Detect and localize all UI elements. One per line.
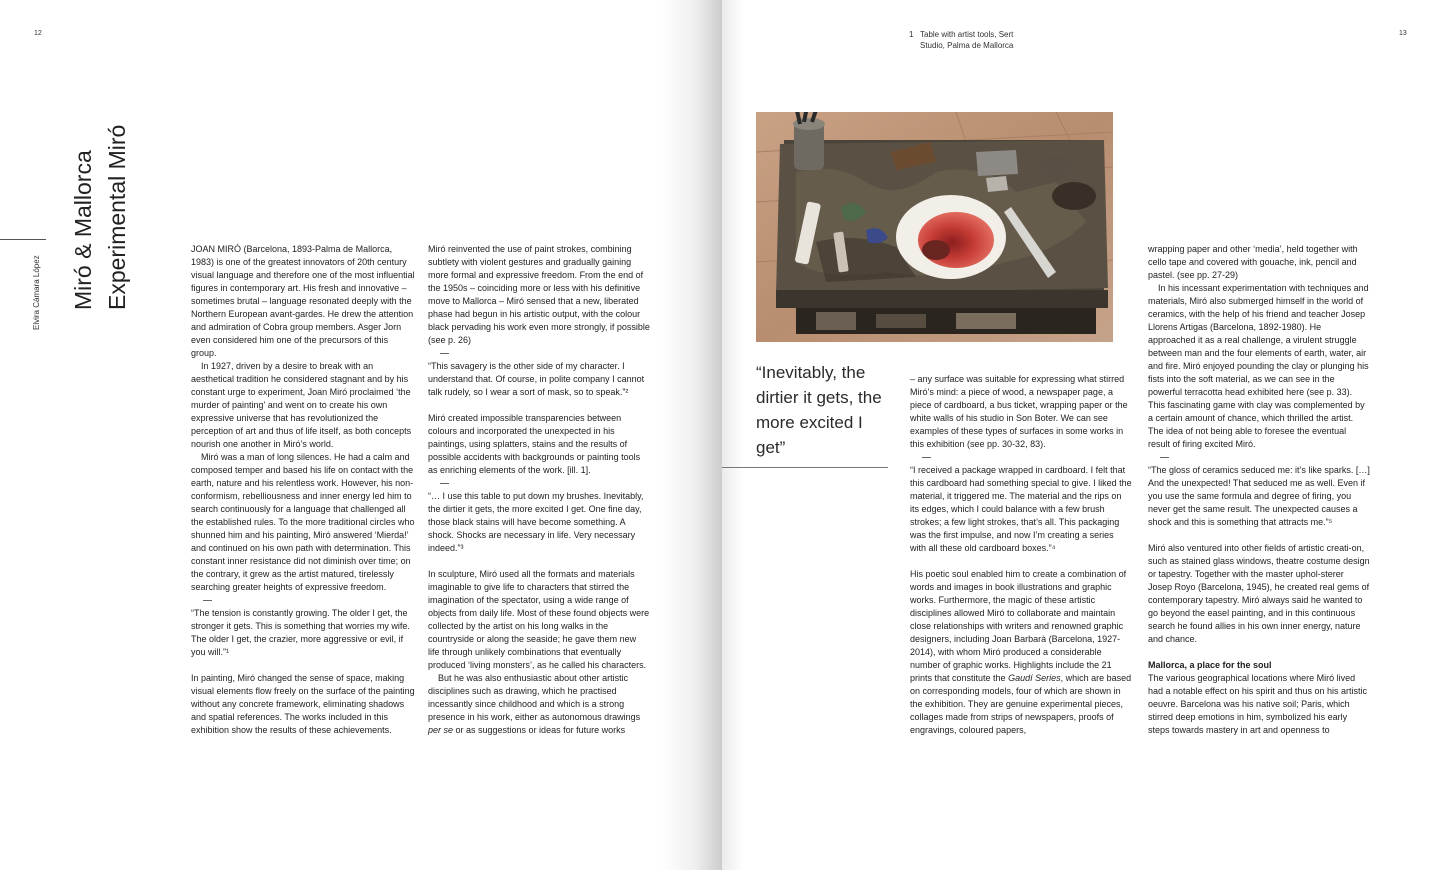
paint-blob — [922, 240, 950, 260]
page-number-left: 12 — [34, 30, 42, 37]
spacer — [428, 555, 650, 568]
dark-lid — [1040, 156, 1072, 178]
quote-paragraph: “The gloss of ceramics seduced me: it’s like sparks. […] And the unexpected! That seduced me as well. Even if you use the same formula and degree of firing, you never get the same result. The unexpected causes a shock and this is something that attracts me.”⁵ — [1148, 465, 1370, 527]
spacer — [428, 399, 650, 412]
chapter-title — [66, 110, 136, 310]
paragraph — [428, 672, 650, 737]
quote-divider — [203, 600, 212, 601]
title-line-1: Miró & Mallorca — [70, 150, 96, 310]
tube-cluster-accent — [986, 176, 1008, 192]
paragraph: In sculpture, Miró used all the formats and materials imaginable to give life to characters that stirred the imagination of the spectator, using a wide range of objects from daily life. Most of these found objects were collected by the artist on his long walks in the countryside or along the seaside; he gave them new life through unlikely combinations that eventually produced ‘living monsters’, as he called his characters. — [428, 569, 650, 670]
paint-on-plate — [918, 212, 994, 268]
shelf-item-3 — [956, 313, 1016, 329]
text-column-3 — [910, 373, 1132, 737]
quote-divider — [922, 457, 931, 458]
paragraph: – any surface was suitable for expressing what stirred Miró’s mind: a piece of wood, a newspaper page, a piece of cardboard, a bus ticket, wrapping paper or the white walls of his studio in Son Boter. We can see examples of these types of surfaces in some works in this exhibition (see pp. 30-32, 83). — [910, 374, 1128, 449]
caption-number: 1 — [909, 30, 914, 39]
text-column-4 — [1148, 243, 1370, 737]
table-front — [776, 290, 1108, 308]
title-line-2: Experimental Miró — [104, 124, 130, 310]
text-run: , which are based on corresponding models, four of which are shown in the exhibition. They are genuine experimental pieces, collages made from strips of newspapers, proofs of engravings, coloured papers, — [910, 673, 1132, 735]
spacer — [910, 555, 1132, 568]
author-text: Elvira Cámara López — [32, 255, 41, 330]
paragraph: Miró reinvented the use of paint strokes, combining subtlety with violent gestures and gradually gaining more formal and expressive freedom. From the end of the 1950s – coinciding more or less with his definitive move to Mallorca – Miró sensed that a new, liberated phase had begun in his artistic output, with the colour black pervading his work even more strongly, if possible (see p. 26) — [428, 244, 650, 345]
caption-text: Table with artist tools, Sert Studio, Palma de Mallorca — [920, 30, 1014, 50]
paragraph: Miró was a man of long silences. He had a calm and composed temper and based his life on contact with the earth, nature and his relentless work. However, his non-conformism, rebelliousness and inner energy led him to search continuously for a language that challenged all the established rules. To the more traditional circles who shunned him and his painting, Miró answered ‘Mierda!’ and continued on his own path with determination. This constant inner resistance did not diminish over time; on the contrary, it grew as the artist matured, tirelessly searching greater heights of expressive freedom. — [191, 452, 415, 592]
paragraph: Miró also ventured into other fields of artistic creati-on, such as stained glass windows, theatre costume design or tapestry. Together with the master uphol-sterer Josep Royo (Barcelona, 1945), he created real gems of contemporary tapestry. Miró always said he wanted to go beyond the easel painting, and in this continuous search he found allies in his own inner energy, nature and chance. — [1148, 543, 1370, 644]
italic-run: Gaudí Series — [1008, 673, 1061, 683]
quote-divider — [440, 353, 449, 354]
gutter-shadow-right — [722, 0, 744, 870]
quote-divider — [1160, 457, 1169, 458]
page-number-right: 13 — [1399, 30, 1407, 37]
shelf-item-1 — [816, 312, 856, 330]
paragraph: JOAN MIRÓ (Barcelona, 1893-Palma de Mallorca, 1983) is one of the greatest innovators of 20th century visual language and therefore one of the most influential figures in contemporary art. His fresh and innovative – sometimes brutal – language resonated deeply with the Northern European avant-gardes. He drew the attention and admiration of Cobra group members. Asger Jorn even considered him one of the precursors of this group. — [191, 244, 415, 358]
quote-paragraph: “The tension is constantly growing. The older I get, the stronger it gets. This is something that worries my wife. The older I get, the crazier, more aggressive or evil, if you will.”¹ — [191, 608, 410, 657]
quote-paragraph: “… I use this table to put down my brushes. Inevitably, the dirtier it gets, the more excited I get. One fine day, those black stains will have become something. A shock. Shocks are necessary in life. Very necessary indeed.”³ — [428, 491, 644, 553]
spacer — [1148, 646, 1370, 659]
spacer — [191, 659, 415, 672]
gutter-shadow — [660, 0, 722, 870]
paragraph: In painting, Miró changed the sense of space, making visual elements flow freely on the surface of the painting without any concrete framework, eliminating shadows and spatial references. The works included in this exhibition show the results of these achievements. — [191, 673, 415, 735]
tubes-cluster — [976, 150, 1018, 176]
quote-paragraph: “This savagery is the other side of my character. I understand that. Of course, in polite company I cannot talk rudely, so I wear a sort of mask, so to speak.”² — [428, 361, 645, 397]
text-run: But he was also enthusiastic about other artistic disciplines such as drawing, which he practised incessantly since childhood and which is a strong presence in his work, either as autonomous drawings — [428, 673, 641, 722]
photo-caption — [909, 29, 1029, 51]
shelf-item-2 — [876, 314, 926, 328]
paragraph — [910, 568, 1132, 737]
section-subheading: Mallorca, a place for the soul — [1148, 660, 1272, 670]
quote-divider — [440, 483, 449, 484]
pull-quote: “Inevitably, the dirtier it gets, the more excited I get” — [756, 363, 882, 457]
spacer — [1148, 529, 1370, 542]
paragraph: In his incessant experimentation with techniques and materials, Miró also submerged himself in the world of ceramics, with the help of his friend and teacher Josep Llorens Artigas (Barcelona, 1892-1980). He approached it as a real challenge, a virulent struggle between man and the four elements of earth, water, air and fire. Miró enjoyed pounding the clay or plunging his fists into the soft material, as we can see in the powerful terracotta head exhibited here (see p. 33). This fascinating game with clay was complemented by a certain amount of chance, which thrilled the artist. The idea of not being able to foresee the eventual result of firing excited Miró. — [1148, 283, 1369, 449]
paragraph: The various geographical locations where Miró lived had a notable effect on his spirit and thus on his artistic oeuvre. Barcelona was his native soil; Paris, which stirred deep emotions in him, symbolized his early steps towards mastery in art and openness to — [1148, 673, 1367, 735]
paragraph: wrapping paper and other ‘media’, held together with cello tape and covered with gouache, ink, pencil and pastel. (see pp. 27-29) — [1148, 244, 1358, 280]
paragraph: In 1927, driven by a desire to break with an aesthetical tradition he considered stagnant and by his constant urge to experiment, Joan Miró proclaimed ‘the murder of painting’ and went on to create his own expressive universe that has revolutionized the perception of art and thus of life itself, as both concepts nourish one another in Miró’s world. — [191, 361, 412, 449]
text-column-2 — [428, 243, 650, 737]
photo-artist-table — [756, 112, 1113, 342]
author-name — [31, 240, 45, 330]
pull-quote-rule — [722, 467, 888, 468]
dark-bowl — [1052, 182, 1096, 210]
text-run: or as suggestions or ideas for future works — [453, 725, 626, 735]
text-column-1 — [191, 243, 415, 737]
quote-paragraph: “I received a package wrapped in cardboard. I felt that this cardboard had something special to give. I liked the material, it triggered me. The material and the rips on its edges, which I could balance with a few brush strokes; a few light strokes, that’s all. This packaging was the first impulse, and now I’m creating a series with all these old cardboard boxes.”⁴ — [910, 465, 1132, 553]
paragraph: Miró created impossible transparencies between colours and incorporated the unexpected in his paintings, using splatters, stains and the results of possible accidents with backgrounds or painting tools as enriching elements of the work. [ill. 1]. — [428, 413, 641, 475]
text-run: His poetic soul enabled him to create a combination of words and images in book illustrations and graphic works. Furthermore, the magic of these artistic disciplines allowed Miró to collaborate and maintain close relationships with writers and renowned graphic designers, including Joan Barbarà (Barcelona, 1927-2014), with whom Miró produced a considerable number of graphic works. Highlights include the 21 prints that constitute the — [910, 569, 1127, 683]
italic-run: per se — [428, 725, 454, 735]
